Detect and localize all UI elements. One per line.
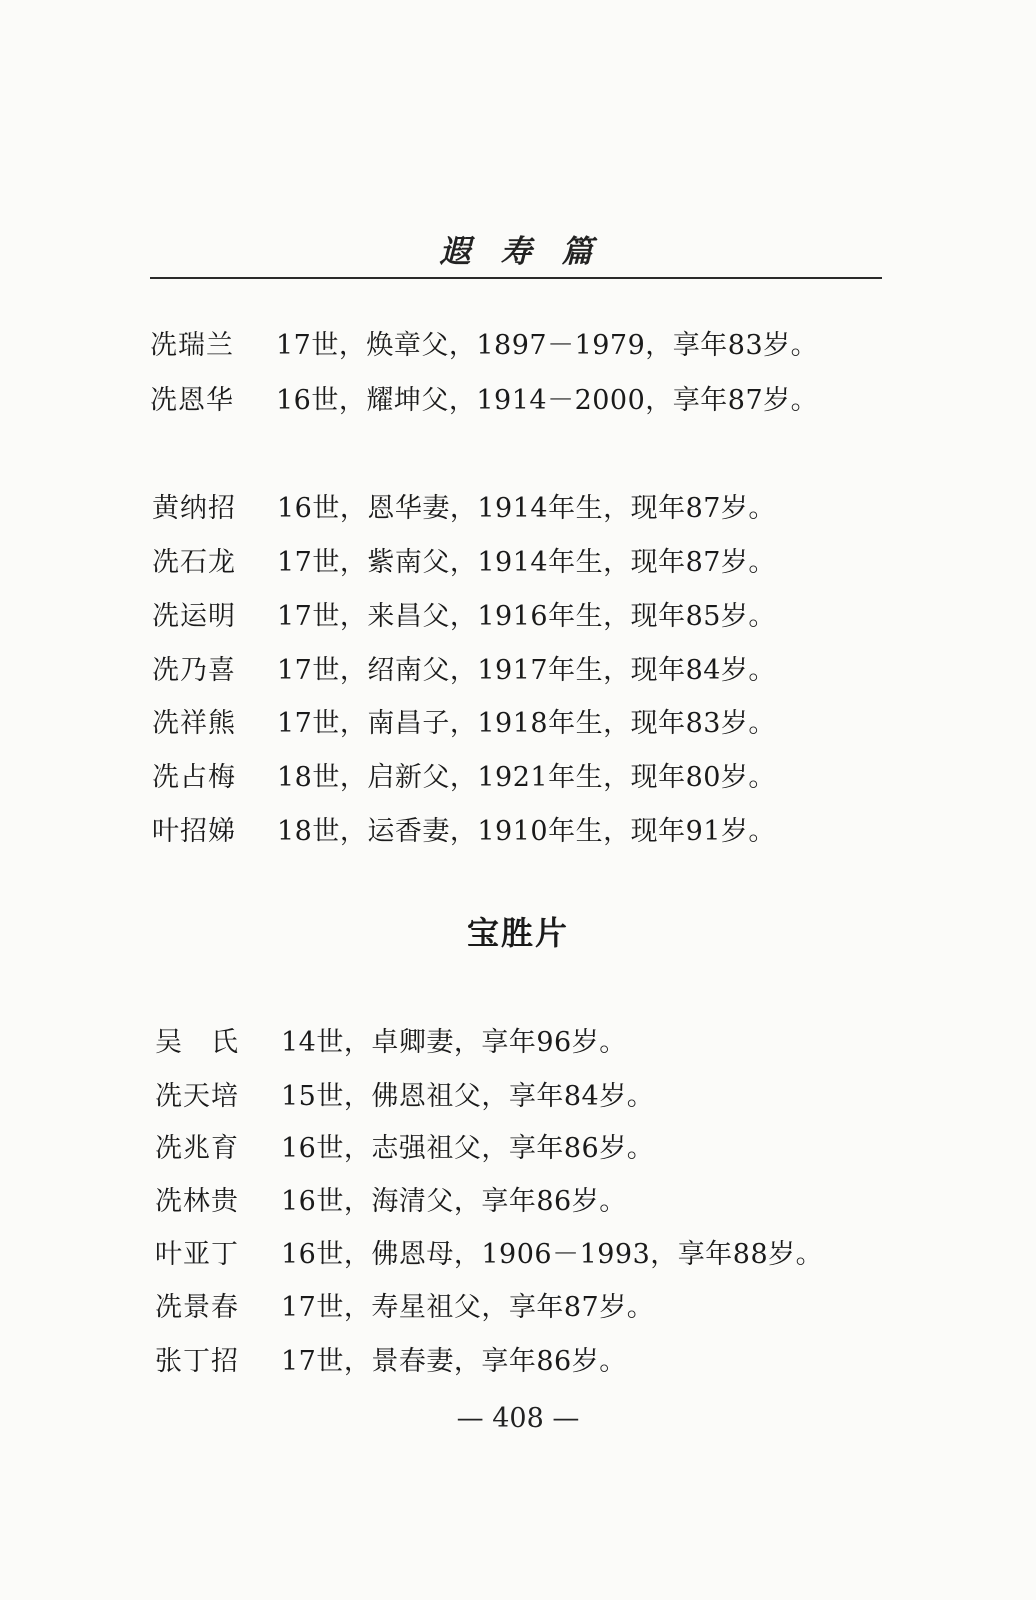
running-header bbox=[150, 226, 882, 271]
entry-description: 18世，运香妻，1910年生，现年91岁。 bbox=[277, 816, 776, 847]
entry-name: 黄纳招 bbox=[152, 493, 236, 524]
entry-description: 17世，焕章父，1897－1979，享年83岁。 bbox=[276, 330, 819, 361]
entry-description: 15世，佛恩祖父，享年84岁。 bbox=[281, 1081, 655, 1112]
entry-description: 17世，南昌子，1918年生，现年83岁。 bbox=[277, 708, 776, 739]
entry-name: 冼运明 bbox=[152, 601, 236, 632]
entry-description: 16世，志强祖父，享年86岁。 bbox=[281, 1133, 655, 1164]
entry-name: 叶亚丁 bbox=[155, 1239, 239, 1270]
page-number: — 408 — bbox=[456, 1403, 580, 1434]
entry-description: 17世，来昌父，1916年生，现年85岁。 bbox=[277, 601, 776, 632]
entry-name: 冼兆育 bbox=[155, 1133, 239, 1164]
header-rule bbox=[150, 277, 882, 279]
entry-description: 18世，启新父，1921年生，现年80岁。 bbox=[277, 762, 776, 793]
running-header-title: 遐寿篇 bbox=[439, 234, 623, 270]
entry-name: 冼恩华 bbox=[150, 385, 234, 416]
entry-description: 16世，恩华妻，1914年生，现年87岁。 bbox=[277, 493, 776, 524]
entry-name: 张丁招 bbox=[155, 1346, 239, 1377]
entry-name: 冼景春 bbox=[155, 1292, 239, 1323]
entry-description: 16世，佛恩母，1906－1993，享年88岁。 bbox=[281, 1239, 824, 1270]
entry-name: 叶招娣 bbox=[152, 816, 236, 847]
entry-name: 冼天培 bbox=[155, 1081, 239, 1112]
entry-description: 16世，耀坤父，1914－2000，享年87岁。 bbox=[276, 385, 819, 416]
entry-description: 17世，绍南父，1917年生，现年84岁。 bbox=[277, 655, 776, 686]
entry-name: 冼祥熊 bbox=[152, 708, 236, 739]
entry-description: 17世，紫南父，1914年生，现年87岁。 bbox=[277, 547, 776, 578]
section-heading: 宝胜片 bbox=[466, 914, 569, 952]
entry-name: 冼乃喜 bbox=[152, 655, 236, 686]
entry-name: 冼石龙 bbox=[152, 547, 236, 578]
entry-description: 16世，海清父，享年86岁。 bbox=[281, 1186, 627, 1217]
entry-description: 14世，卓卿妻，享年96岁。 bbox=[281, 1027, 627, 1058]
entry-name: 冼林贵 bbox=[155, 1186, 239, 1217]
entry-description: 17世，景春妻，享年86岁。 bbox=[281, 1346, 627, 1377]
entry-name: 冼占梅 bbox=[152, 762, 236, 793]
entry-name: 冼瑞兰 bbox=[150, 330, 234, 361]
entry-name: 吴 氏 bbox=[155, 1027, 239, 1058]
entry-description: 17世，寿星祖父，享年87岁。 bbox=[281, 1292, 655, 1323]
